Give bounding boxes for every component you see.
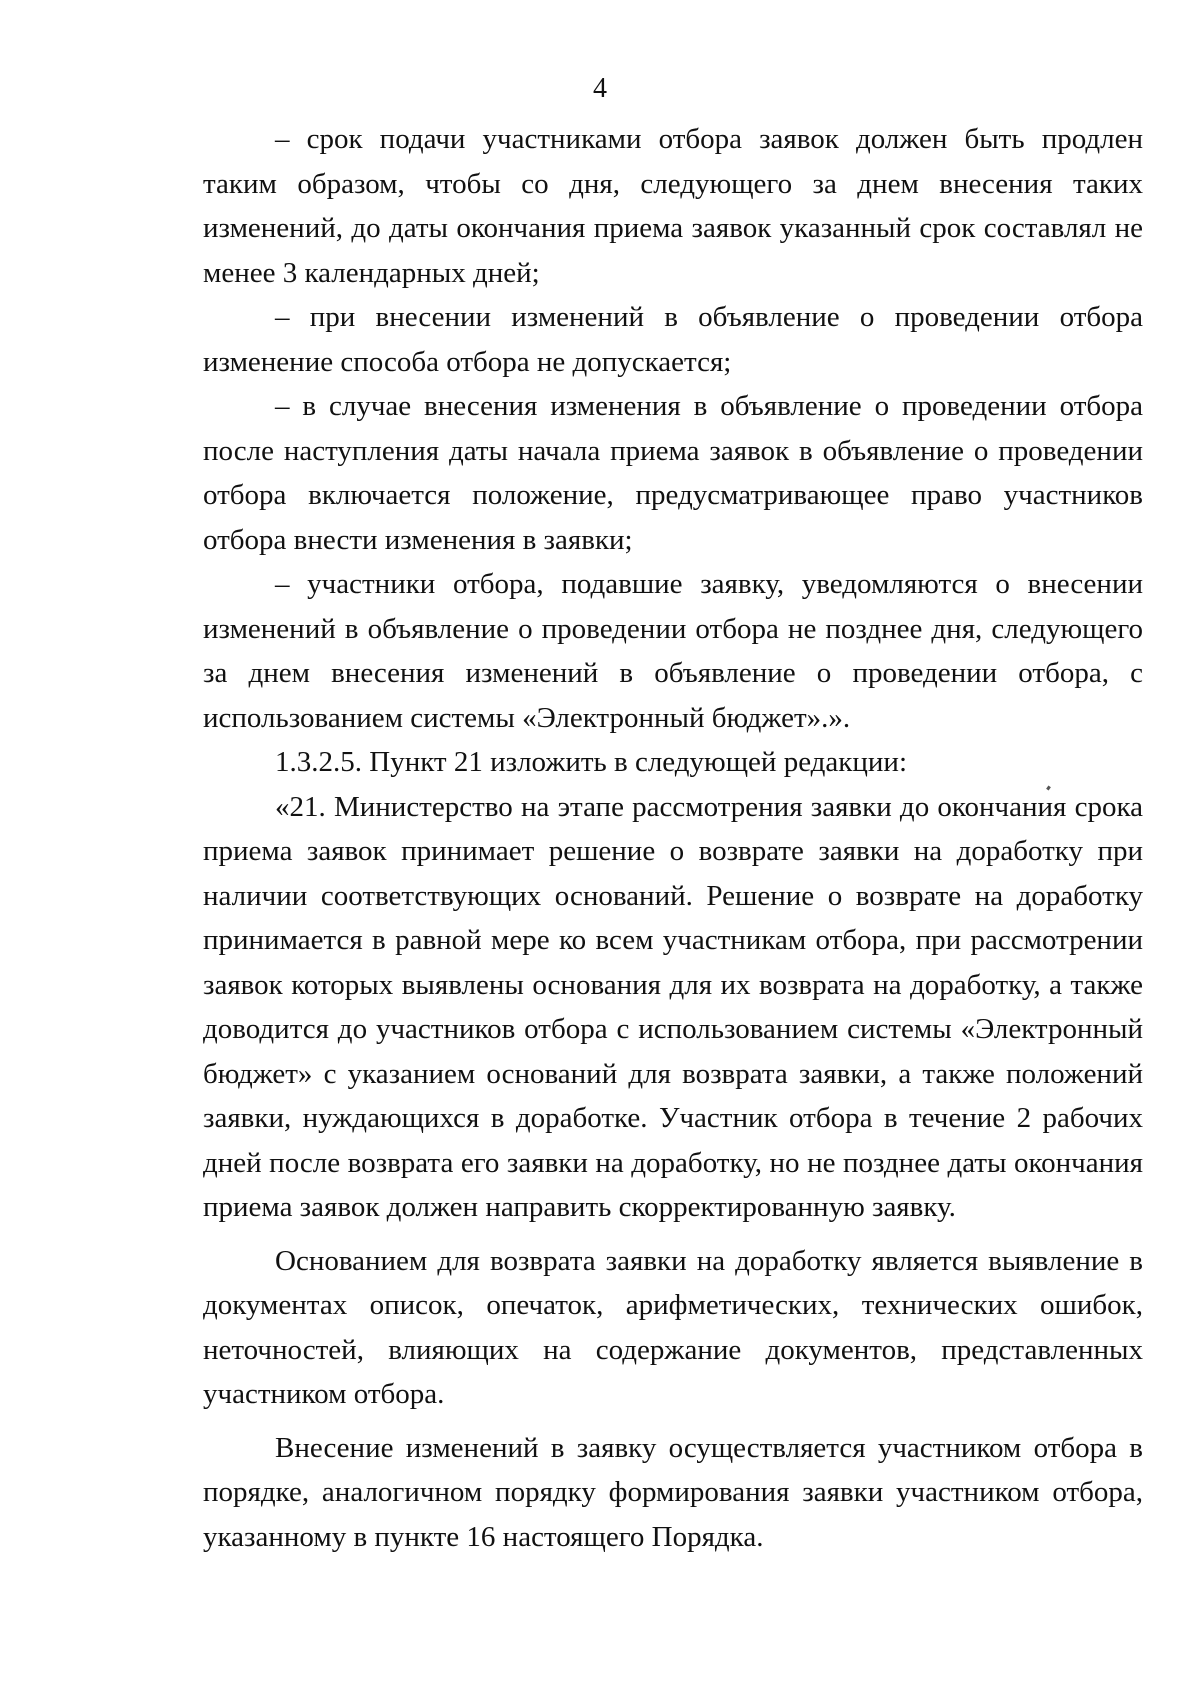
paragraph-participant-notification: – участники отбора, подавшие заявку, уведомляются о внесении изменений в объявление о проведении отбора не позднее дня, следующего за днем внесения изменений в объявление о проведении отбора, с использованием системы «Электронный бюджет».». bbox=[203, 568, 1143, 734]
paragraph-extension-term: – срок подачи участниками отбора заявок должен быть продлен таким образом, чтобы со дня, следующего за днем внесения таких изменений, до даты окончания приема заявок указанный срок составлял не менее 3 календарных дней; bbox=[203, 123, 1143, 289]
paragraph-method-change: – при внесении изменений в объявление о проведении отбора изменение способа отбора не допускается; bbox=[203, 301, 1143, 378]
paragraph-changes-after-start: – в случае внесения изменения в объявление о проведении отбора после наступления даты начала приема заявок в объявление о проведении отбора включается положение, предусматривающее право участников отбора внести изменения в заявки; bbox=[203, 390, 1143, 556]
page-number: 4 bbox=[593, 73, 607, 104]
paragraph-return-grounds: Основанием для возврата заявки на доработку является выявление в документах описок, опечаток, арифметических, технических ошибок, неточностей, влияющих на содержание документов, представленных участником отбора. bbox=[203, 1244, 1143, 1410]
paragraph-clause-21: «21. Министерство на этапе рассмотрения заявки до окончания срока приема заявок принимает решение о возврате заявки на доработку при наличии соответствующих оснований. Решение о возврате на доработку принимается в равной мере ко всем участникам отбора, при рассмотрении заявок которых выявлены основания для их возврата на доработку, а также доводится до участников отбора с использованием системы «Электронный бюджет» с указанием оснований для возврата заявки, а также положений заявки, нуждающихся в доработке. Участник отбора в течение 2 рабочих дней после возврата его заявки на доработку, но не позднее даты окончания приема заявок должен направить скорректированную заявку. bbox=[203, 790, 1143, 1223]
paragraph-amendment-procedure: Внесение изменений в заявку осуществляется участником отбора в порядке, аналогичном порядку формирования заявки участником отбора, указанному в пункте 16 настоящего Порядка. bbox=[203, 1431, 1143, 1553]
paragraph-clause-heading: 1.3.2.5. Пункт 21 изложить в следующей редакции: bbox=[275, 746, 908, 778]
document-body bbox=[203, 117, 1143, 1559]
